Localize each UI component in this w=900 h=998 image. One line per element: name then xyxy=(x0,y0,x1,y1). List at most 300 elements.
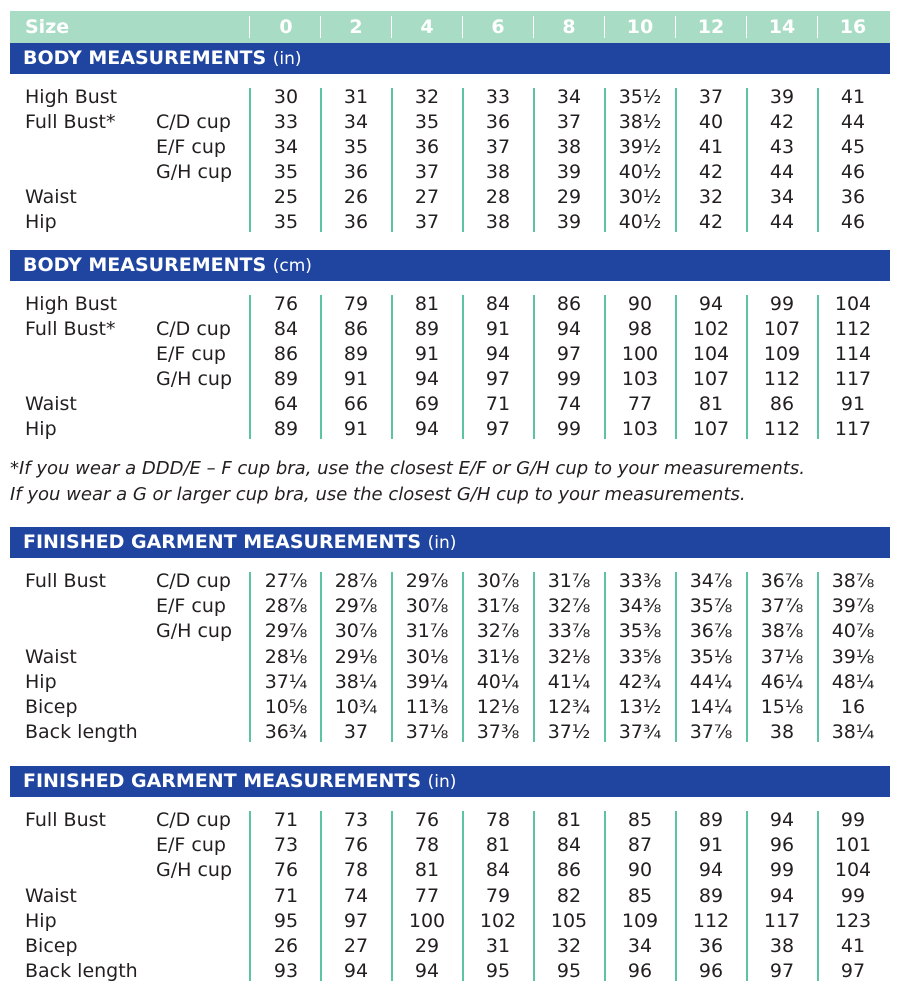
table-cell: 69 xyxy=(414,393,440,415)
table-row xyxy=(0,367,900,392)
table-cell: 28 xyxy=(485,186,511,208)
table-cell: 66 xyxy=(343,393,369,415)
table-cell: 30⅞ xyxy=(334,620,378,643)
table-cell: 39 xyxy=(769,86,795,108)
size-header-value: 16 xyxy=(839,16,867,38)
table-cell: 33 xyxy=(485,86,511,108)
table-cell: 33⅜ xyxy=(618,570,662,592)
cup-label: E/F cup xyxy=(156,834,226,857)
table-cell: 11⅜ xyxy=(405,696,449,718)
size-header-value: 2 xyxy=(349,16,363,38)
table-cell: 104 xyxy=(834,859,872,882)
size-header-divider xyxy=(391,16,392,38)
table-cell: 44 xyxy=(769,161,795,183)
table-cell: 91 xyxy=(485,318,511,340)
table-cell: 91 xyxy=(343,418,369,440)
table-cell: 81 xyxy=(414,293,440,315)
table-row xyxy=(0,210,900,235)
row-label: Full Bust* xyxy=(25,318,116,340)
table-cell: 39 xyxy=(556,211,582,233)
table-cell: 84 xyxy=(556,834,582,857)
table-cell: 89 xyxy=(273,368,299,390)
table-cell: 10⅝ xyxy=(264,696,308,718)
table-cell: 41 xyxy=(840,86,866,108)
table-cell: 81 xyxy=(556,809,582,831)
table-cell: 91 xyxy=(414,343,440,365)
table-cell: 46 xyxy=(840,161,866,183)
table-cell: 40⅞ xyxy=(831,620,875,643)
table-cell: 36¾ xyxy=(264,721,308,744)
table-cell: 39¼ xyxy=(405,670,449,693)
cup-label: G/H cup xyxy=(156,161,232,183)
table-cell: 85 xyxy=(627,884,653,907)
table-cell: 36⅞ xyxy=(689,620,733,643)
table-cell: 32⅞ xyxy=(547,595,591,618)
table-row xyxy=(0,392,900,417)
table-row xyxy=(0,720,900,745)
row-label: Back length xyxy=(25,960,138,983)
table-cell: 82 xyxy=(556,884,582,907)
table-cell: 39⅛ xyxy=(831,645,875,668)
table-cell: 73 xyxy=(273,834,299,857)
table-cell: 30⅞ xyxy=(476,570,520,592)
table-cell: 37 xyxy=(698,86,724,108)
section-title-text: BODY MEASUREMENTS xyxy=(23,47,267,69)
table-cell: 43 xyxy=(769,136,795,158)
table-cell: 37 xyxy=(343,721,369,744)
section-header xyxy=(10,766,890,797)
table-cell: 98 xyxy=(627,318,653,340)
section-header xyxy=(10,250,890,281)
section-title xyxy=(23,43,302,75)
table-cell: 103 xyxy=(621,418,659,440)
table-cell: 44 xyxy=(840,111,866,133)
table-cell: 42 xyxy=(698,211,724,233)
cup-label: E/F cup xyxy=(156,136,226,158)
section-unit: (in) xyxy=(272,49,302,69)
table-cell: 28⅞ xyxy=(334,570,378,592)
table-cell: 97 xyxy=(485,418,511,440)
table-cell: 29⅞ xyxy=(334,595,378,618)
table-cell: 37 xyxy=(485,136,511,158)
table-row xyxy=(0,160,900,185)
size-header-divider xyxy=(817,16,818,38)
table-cell: 90 xyxy=(627,859,653,882)
table-cell: 13½ xyxy=(618,696,662,718)
table-cell: 94 xyxy=(343,960,369,983)
table-cell: 94 xyxy=(414,418,440,440)
table-cell: 105 xyxy=(550,909,588,932)
table-cell: 90 xyxy=(627,293,653,315)
table-cell: 30 xyxy=(273,86,299,108)
table-cell: 81 xyxy=(698,393,724,415)
table-cell: 46¼ xyxy=(760,670,804,693)
footnote: *If you wear a DDD/E – F cup bra, use the closest E/F or G/H cup to your measurements. xyxy=(10,458,805,479)
table-cell: 28⅞ xyxy=(264,595,308,618)
row-label: Hip xyxy=(25,211,57,233)
table-cell: 76 xyxy=(273,859,299,882)
table-row xyxy=(0,645,900,670)
row-label: High Bust xyxy=(25,86,118,108)
table-cell: 35⅞ xyxy=(689,595,733,618)
table-cell: 76 xyxy=(273,293,299,315)
size-header-divider xyxy=(249,16,250,38)
table-row xyxy=(0,342,900,367)
table-cell: 31⅞ xyxy=(547,570,591,592)
table-cell: 39⅞ xyxy=(831,595,875,618)
table-cell: 77 xyxy=(627,393,653,415)
table-row xyxy=(0,292,900,317)
table-cell: 91 xyxy=(343,368,369,390)
section-title-text: FINISHED GARMENT MEASUREMENTS xyxy=(23,531,422,553)
section-header xyxy=(10,527,890,558)
table-cell: 38 xyxy=(769,721,795,744)
table-cell: 85 xyxy=(627,809,653,831)
size-header-value: 12 xyxy=(697,16,725,38)
table-cell: 91 xyxy=(840,393,866,415)
table-cell: 112 xyxy=(763,418,801,440)
table-cell: 35⅜ xyxy=(618,620,662,643)
table-cell: 104 xyxy=(834,293,872,315)
table-cell: 37 xyxy=(556,111,582,133)
cup-label: G/H cup xyxy=(156,368,232,390)
table-cell: 29⅛ xyxy=(334,645,378,668)
table-cell: 117 xyxy=(763,909,801,932)
row-label: Hip xyxy=(25,418,57,440)
table-cell: 102 xyxy=(692,318,730,340)
table-cell: 97 xyxy=(343,909,369,932)
table-cell: 35 xyxy=(414,111,440,133)
table-cell: 34⅞ xyxy=(689,570,733,592)
table-cell: 37⅛ xyxy=(760,645,804,668)
section-title xyxy=(23,250,312,282)
table-cell: 39½ xyxy=(618,136,662,158)
table-cell: 32 xyxy=(698,186,724,208)
row-label: Hip xyxy=(25,670,57,693)
table-cell: 79 xyxy=(343,293,369,315)
table-cell: 27⅞ xyxy=(264,570,308,592)
table-cell: 34 xyxy=(343,111,369,133)
cup-label: C/D cup xyxy=(156,111,231,133)
table-cell: 117 xyxy=(834,418,872,440)
table-cell: 34 xyxy=(556,86,582,108)
table-cell: 96 xyxy=(769,834,795,857)
table-cell: 112 xyxy=(692,909,730,932)
table-row xyxy=(0,695,900,720)
cup-label: G/H cup xyxy=(156,620,232,643)
table-cell: 30⅞ xyxy=(405,595,449,618)
row-label: Waist xyxy=(25,186,77,208)
table-cell: 29⅞ xyxy=(264,620,308,643)
size-header-divider xyxy=(675,16,676,38)
table-cell: 46 xyxy=(840,211,866,233)
table-cell: 42¾ xyxy=(618,670,662,693)
table-cell: 99 xyxy=(769,859,795,882)
table-cell: 42 xyxy=(769,111,795,133)
table-cell: 38 xyxy=(556,136,582,158)
table-cell: 96 xyxy=(627,960,653,983)
table-cell: 94 xyxy=(769,809,795,831)
table-cell: 76 xyxy=(414,809,440,831)
size-header-value: 10 xyxy=(626,16,654,38)
table-cell: 107 xyxy=(692,418,730,440)
table-row xyxy=(0,85,900,110)
size-header-label: Size xyxy=(25,16,70,38)
table-cell: 26 xyxy=(273,935,299,957)
table-cell: 34 xyxy=(273,136,299,158)
section-title-text: FINISHED GARMENT MEASUREMENTS xyxy=(23,770,422,792)
table-cell: 12⅛ xyxy=(476,696,520,718)
table-cell: 94 xyxy=(698,859,724,882)
table-cell: 89 xyxy=(273,418,299,440)
table-cell: 38¼ xyxy=(831,721,875,744)
table-cell: 10¾ xyxy=(334,696,378,718)
table-cell: 31⅛ xyxy=(476,645,520,668)
table-cell: 89 xyxy=(414,318,440,340)
row-label: High Bust xyxy=(25,293,118,315)
table-cell: 15⅛ xyxy=(760,696,804,718)
table-cell: 44¼ xyxy=(689,670,733,693)
row-label: Waist xyxy=(25,884,77,907)
table-cell: 78 xyxy=(414,834,440,857)
table-cell: 94 xyxy=(485,343,511,365)
table-cell: 64 xyxy=(273,393,299,415)
table-cell: 109 xyxy=(763,343,801,365)
table-cell: 30⅛ xyxy=(405,645,449,668)
table-row xyxy=(0,569,900,594)
row-label: Full Bust xyxy=(25,809,106,831)
table-cell: 71 xyxy=(485,393,511,415)
section-unit: (in) xyxy=(427,772,457,792)
table-row xyxy=(0,934,900,959)
table-cell: 112 xyxy=(763,368,801,390)
table-cell: 95 xyxy=(273,909,299,932)
table-cell: 35 xyxy=(273,161,299,183)
table-cell: 36 xyxy=(698,935,724,957)
table-cell: 29 xyxy=(556,186,582,208)
table-cell: 38¼ xyxy=(334,670,378,693)
section-title-text: BODY MEASUREMENTS xyxy=(23,254,267,276)
table-cell: 97 xyxy=(556,343,582,365)
table-cell: 100 xyxy=(621,343,659,365)
table-cell: 107 xyxy=(692,368,730,390)
table-cell: 109 xyxy=(621,909,659,932)
size-header-value: 4 xyxy=(420,16,434,38)
table-cell: 86 xyxy=(343,318,369,340)
size-header-divider xyxy=(462,16,463,38)
table-cell: 95 xyxy=(556,960,582,983)
table-cell: 73 xyxy=(343,809,369,831)
table-cell: 37⅞ xyxy=(689,721,733,744)
table-cell: 81 xyxy=(414,859,440,882)
cup-label: C/D cup xyxy=(156,318,231,340)
table-row xyxy=(0,959,900,984)
table-cell: 94 xyxy=(698,293,724,315)
table-cell: 79 xyxy=(485,884,511,907)
table-cell: 71 xyxy=(273,884,299,907)
table-cell: 37 xyxy=(414,161,440,183)
table-cell: 74 xyxy=(556,393,582,415)
row-label: Bicep xyxy=(25,935,78,957)
table-cell: 39 xyxy=(556,161,582,183)
table-cell: 93 xyxy=(273,960,299,983)
table-cell: 44 xyxy=(769,211,795,233)
table-cell: 36 xyxy=(485,111,511,133)
table-cell: 123 xyxy=(834,909,872,932)
table-cell: 104 xyxy=(692,343,730,365)
size-header-divider xyxy=(746,16,747,38)
table-cell: 25 xyxy=(273,186,299,208)
table-cell: 95 xyxy=(485,960,511,983)
table-cell: 16 xyxy=(840,696,866,718)
table-cell: 86 xyxy=(769,393,795,415)
table-cell: 34 xyxy=(627,935,653,957)
size-header-value: 14 xyxy=(768,16,796,38)
cup-label: C/D cup xyxy=(156,809,231,831)
table-cell: 45 xyxy=(840,136,866,158)
table-cell: 40¼ xyxy=(476,670,520,693)
row-label: Waist xyxy=(25,645,77,668)
table-cell: 74 xyxy=(343,884,369,907)
cup-label: G/H cup xyxy=(156,859,232,882)
table-cell: 36 xyxy=(414,136,440,158)
table-cell: 78 xyxy=(485,809,511,831)
table-row xyxy=(0,909,900,934)
table-cell: 14¼ xyxy=(689,696,733,718)
table-cell: 112 xyxy=(834,318,872,340)
table-cell: 97 xyxy=(769,960,795,983)
section-title xyxy=(23,527,456,559)
table-cell: 99 xyxy=(556,368,582,390)
table-cell: 38 xyxy=(769,935,795,957)
table-cell: 32 xyxy=(414,86,440,108)
table-cell: 27 xyxy=(343,935,369,957)
table-cell: 12¾ xyxy=(547,696,591,718)
table-cell: 37¼ xyxy=(264,670,308,693)
table-cell: 71 xyxy=(273,809,299,831)
table-cell: 37⅞ xyxy=(760,595,804,618)
table-cell: 41 xyxy=(698,136,724,158)
table-cell: 87 xyxy=(627,834,653,857)
table-cell: 107 xyxy=(763,318,801,340)
table-cell: 103 xyxy=(621,368,659,390)
table-cell: 36 xyxy=(840,186,866,208)
row-label: Full Bust* xyxy=(25,111,116,133)
table-cell: 99 xyxy=(840,884,866,907)
table-row xyxy=(0,884,900,909)
table-cell: 78 xyxy=(343,859,369,882)
table-cell: 48¼ xyxy=(831,670,875,693)
section-unit: (cm) xyxy=(272,256,312,276)
table-cell: 81 xyxy=(485,834,511,857)
table-cell: 99 xyxy=(556,418,582,440)
size-header-divider xyxy=(533,16,534,38)
table-cell: 41 xyxy=(840,935,866,957)
table-cell: 32 xyxy=(556,935,582,957)
table-row xyxy=(0,594,900,619)
section-header xyxy=(10,43,890,74)
table-cell: 26 xyxy=(343,186,369,208)
row-label: Bicep xyxy=(25,696,78,718)
table-row xyxy=(0,317,900,342)
table-cell: 35 xyxy=(343,136,369,158)
table-cell: 86 xyxy=(556,293,582,315)
table-cell: 38 xyxy=(485,161,511,183)
size-header-value: 0 xyxy=(279,16,293,38)
table-cell: 86 xyxy=(273,343,299,365)
table-cell: 37⅛ xyxy=(405,721,449,744)
table-cell: 84 xyxy=(273,318,299,340)
table-cell: 29 xyxy=(414,935,440,957)
table-cell: 38 xyxy=(485,211,511,233)
table-cell: 102 xyxy=(479,909,517,932)
table-cell: 101 xyxy=(834,834,872,857)
table-cell: 38⅞ xyxy=(831,570,875,592)
table-cell: 89 xyxy=(343,343,369,365)
table-cell: 42 xyxy=(698,161,724,183)
table-cell: 97 xyxy=(485,368,511,390)
table-cell: 36⅞ xyxy=(760,570,804,592)
table-cell: 36 xyxy=(343,161,369,183)
table-cell: 94 xyxy=(556,318,582,340)
table-cell: 94 xyxy=(769,884,795,907)
table-cell: 94 xyxy=(414,368,440,390)
table-cell: 94 xyxy=(414,960,440,983)
table-cell: 27 xyxy=(414,186,440,208)
table-cell: 38½ xyxy=(618,111,662,133)
table-cell: 89 xyxy=(698,884,724,907)
table-row xyxy=(0,417,900,442)
table-cell: 84 xyxy=(485,293,511,315)
table-cell: 29⅞ xyxy=(405,570,449,592)
table-cell: 86 xyxy=(556,859,582,882)
table-cell: 33⅝ xyxy=(618,645,662,668)
table-row xyxy=(0,808,900,833)
table-cell: 99 xyxy=(769,293,795,315)
table-cell: 41¼ xyxy=(547,670,591,693)
row-label: Full Bust xyxy=(25,570,106,592)
table-row xyxy=(0,619,900,644)
table-cell: 34⅜ xyxy=(618,595,662,618)
table-cell: 32⅛ xyxy=(547,645,591,668)
table-cell: 84 xyxy=(485,859,511,882)
table-cell: 89 xyxy=(698,809,724,831)
table-cell: 97 xyxy=(840,960,866,983)
table-cell: 40½ xyxy=(618,161,662,183)
size-header-divider xyxy=(604,16,605,38)
size-header-bar xyxy=(10,11,890,43)
table-row xyxy=(0,670,900,695)
table-cell: 34 xyxy=(769,186,795,208)
size-header-value: 6 xyxy=(491,16,505,38)
table-cell: 28⅛ xyxy=(264,645,308,668)
table-cell: 31⅞ xyxy=(405,620,449,643)
table-cell: 31 xyxy=(343,86,369,108)
table-cell: 96 xyxy=(698,960,724,983)
table-cell: 114 xyxy=(834,343,872,365)
table-cell: 31 xyxy=(485,935,511,957)
table-cell: 32⅞ xyxy=(476,620,520,643)
table-cell: 100 xyxy=(408,909,446,932)
table-cell: 31⅞ xyxy=(476,595,520,618)
table-cell: 36 xyxy=(343,211,369,233)
table-cell: 99 xyxy=(840,809,866,831)
row-label: Hip xyxy=(25,909,57,932)
size-header-value: 8 xyxy=(562,16,576,38)
cup-label: E/F cup xyxy=(156,595,226,618)
table-cell: 37 xyxy=(414,211,440,233)
table-cell: 35 xyxy=(273,211,299,233)
